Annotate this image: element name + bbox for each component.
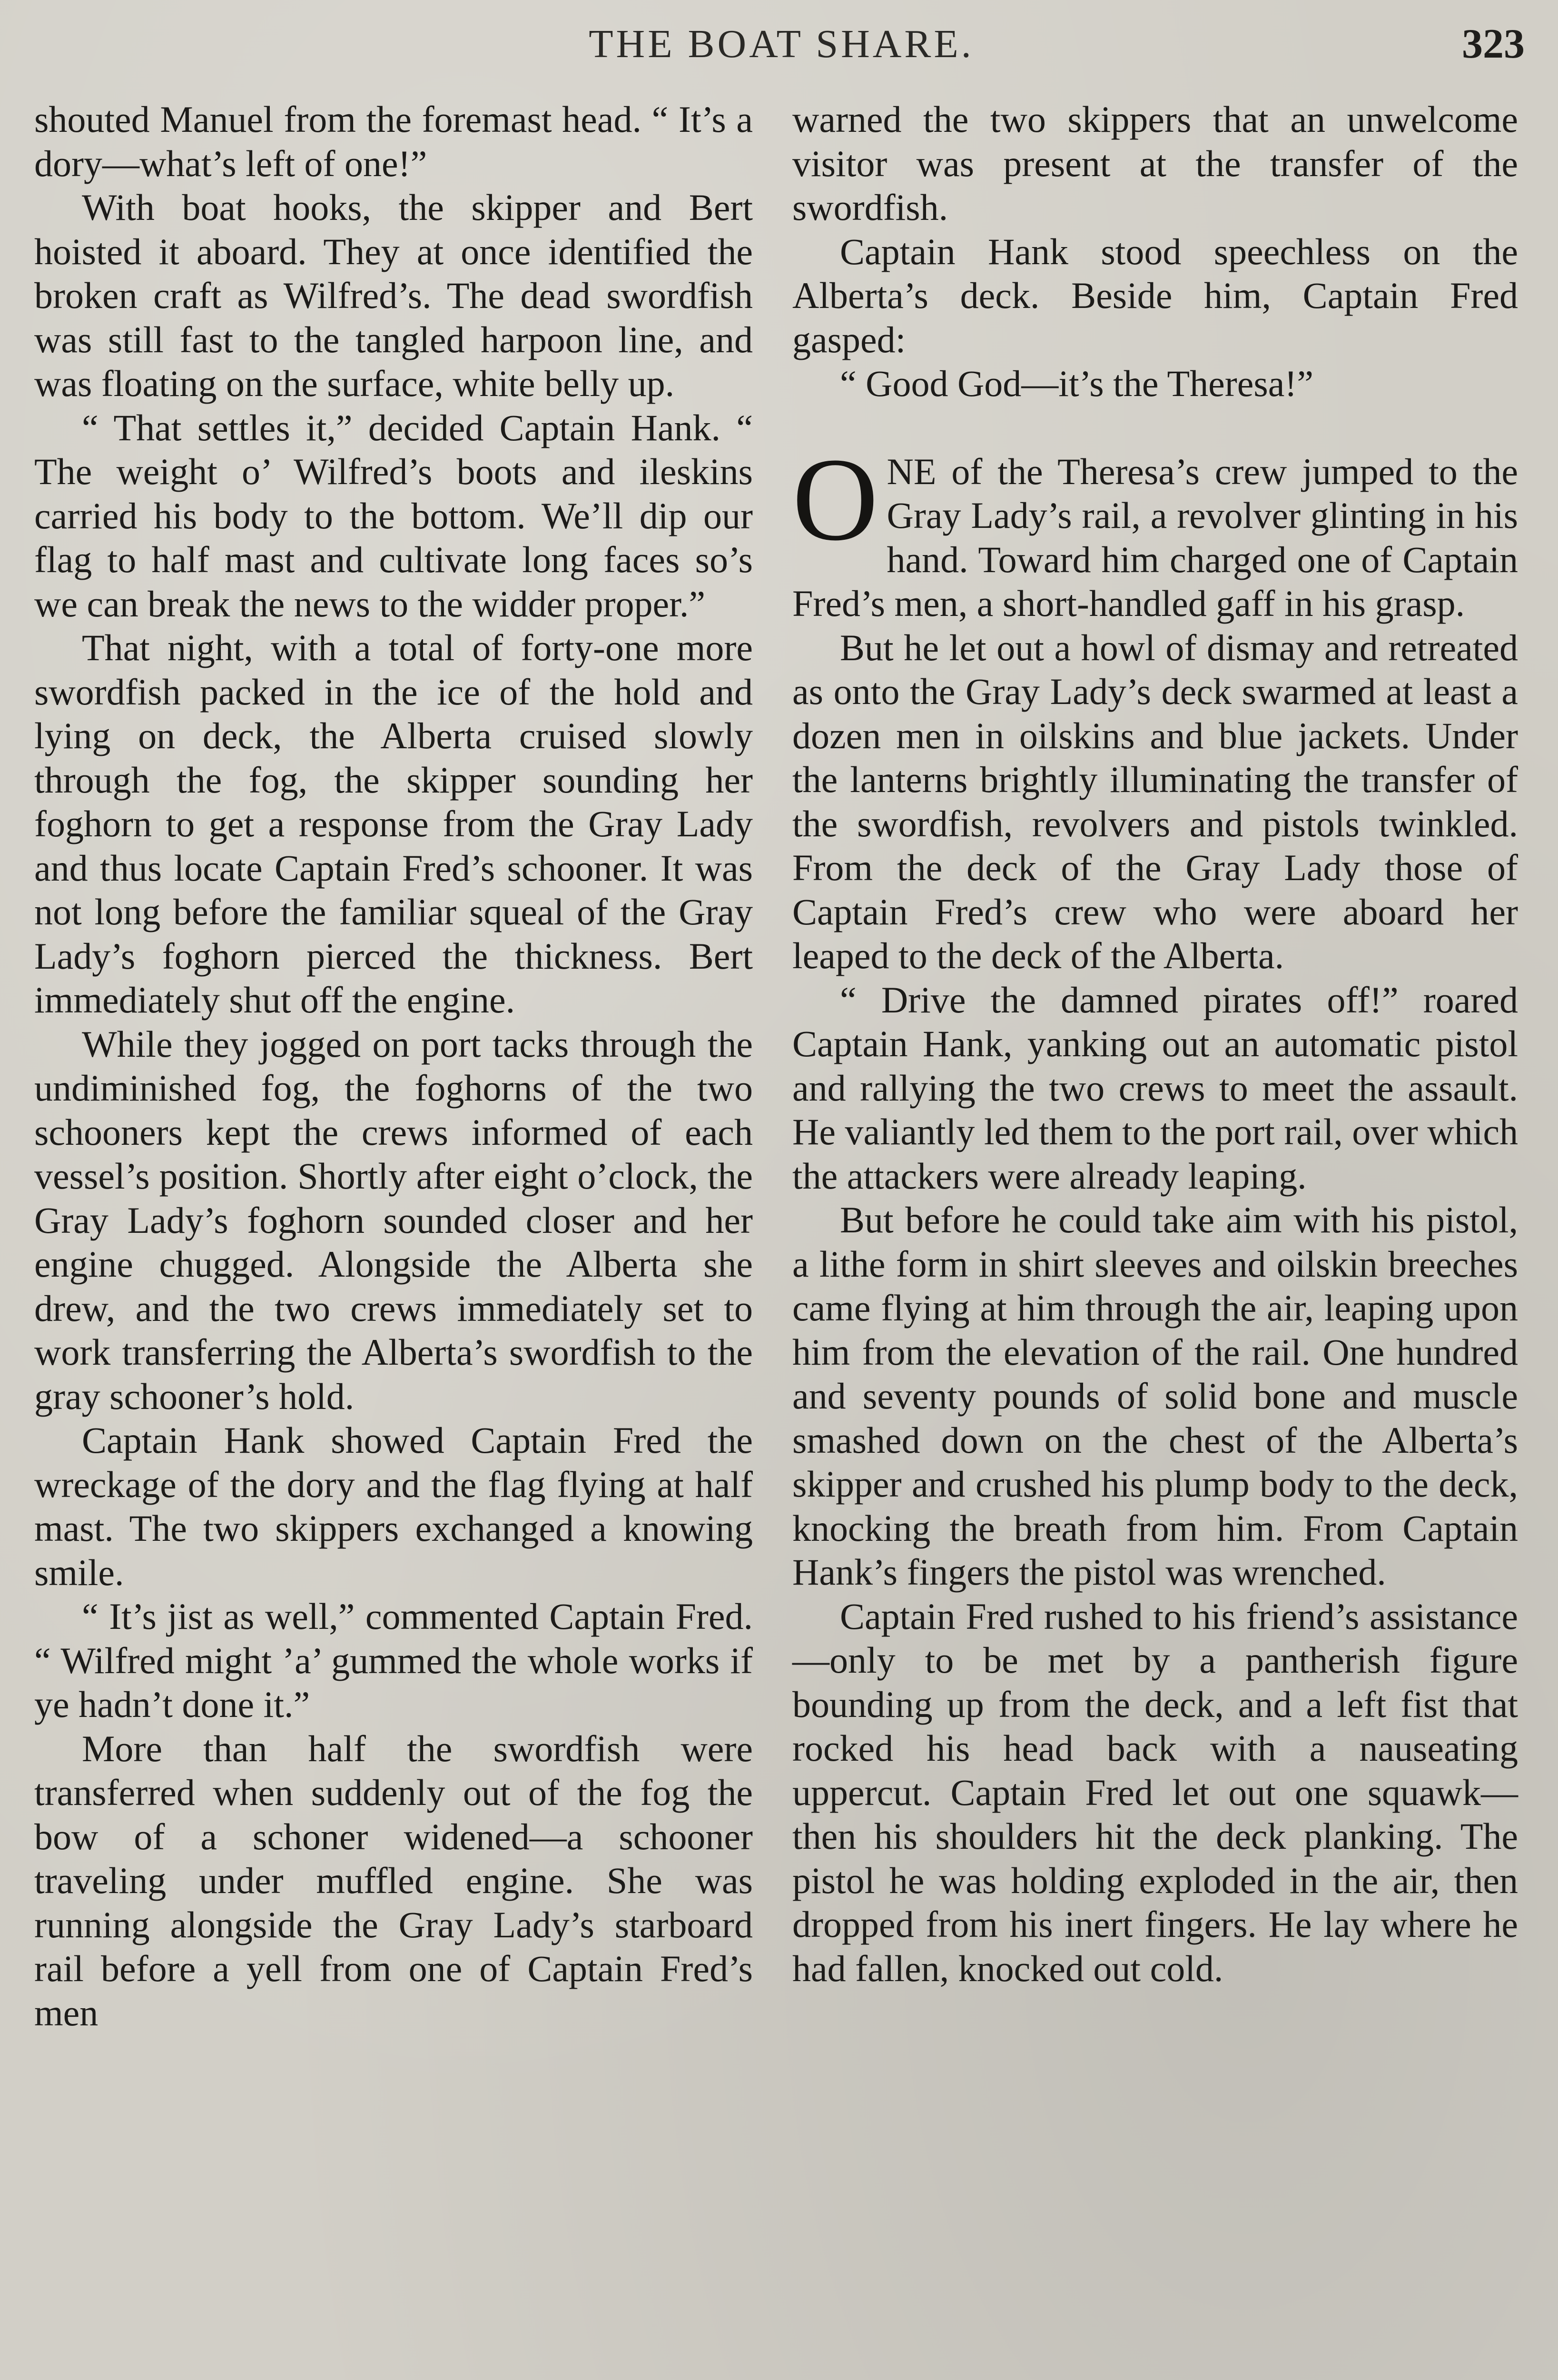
right-column <box>792 98 1518 1991</box>
paragraph: With boat hooks, the skipper and Bert hoisted it aboard. They at once identified the broken craft as Wilfred’s. The dead swordfish was still fast to the tangled harpoon line, and was floating on the surface, white belly up. <box>34 187 753 404</box>
paragraph: But before he could take aim with his pistol, a lithe form in shirt sleeves and oilskin breeches came flying at him through the air, leaping upon him from the elevation of the rail. One hundred and seventy pounds of solid bone and muscle smashed down on the chest of the Alberta’s skipper and crushed his plump body to the deck, knocking the breath from him. From Captain Hank’s fingers the pistol was wrenched. <box>792 1199 1518 1593</box>
page-number: 323 <box>1462 21 1525 67</box>
paragraph: More than half the swordfish were transferred when suddenly out of the fog the bow of a schoner widened—a schooner traveling under muffled engine. She was running alongside the Gray Lady’s starboard rail before a yell from one of Captain Fred’s men <box>34 1727 753 2033</box>
paragraph: But he let out a howl of dismay and retreated as onto the Gray Lady’s deck swarmed at least a dozen men in oilskins and blue jackets. Under the lanterns brightly illuminating the transfer of the swordfish, revolvers and pistols twinkled. From the deck of the Gray Lady those of Captain Fred’s crew who were aboard her leaped to the deck of the Alberta. <box>792 626 1518 976</box>
section-opening-paragraph <box>792 433 1518 626</box>
paragraph: “ Good God—it’s the Theresa!” <box>840 363 1313 404</box>
paragraph: “ It’s jist as well,” commented Captain Fred. “ Wilfred might ’a’ gummed the whole works if ye hadn’t done it.” <box>34 1596 753 1725</box>
left-column <box>34 98 753 2035</box>
paragraph: “ That settles it,” decided Captain Hank. “ The weight o’ Wilfred’s boots and ileskins carried his body to the bottom. We’ll dip our flag to half mast and cultivate long faces so’s we can break the news to the widder proper.” <box>34 407 753 625</box>
paragraph: Captain Hank showed Captain Fred the wreckage of the dory and the flag flying at half mast. The two skippers exchanged a knowing smile. <box>34 1419 753 1593</box>
paragraph-text: NE of the Theresa’s crew jumped to the Gray Lady’s rail, a revolver glinting in his hand. Toward him charged one of Captain Fred’s men, a short-handled gaff in his grasp. <box>792 450 1518 624</box>
paragraph: “ Drive the damned pirates off!” roared Captain Hank, yanking out an automatic pistol and rallying the two crews to meet the assault. He valiantly led them to the port rail, over which the attackers were already leaping. <box>792 979 1518 1197</box>
paragraph: Captain Hank stood speechless on the Alberta’s deck. Beside him, Captain Fred gasped: <box>792 230 1518 360</box>
paragraph: warned the two skippers that an unwelcome visitor was present at the transfer of the swordfish. <box>792 99 1518 228</box>
paragraph: While they jogged on port tacks through the undiminished fog, the foghorns of the two schooners kept the crews informed of each vessel’s position. Shortly after eight o’clock, the Gray Lady’s foghorn sounded closer and her engine chugged. Alongside the Alberta she drew, and the two crews immediately set to work transferring the Alberta’s swordfish to the gray schooner’s hold. <box>34 1023 753 1417</box>
running-title: THE BOAT SHARE. <box>589 22 974 66</box>
paragraph: Captain Fred rushed to his friend’s assistance—only to be met by a pantherish figure bounding up from the deck, and a left fist that rocked his head back with a nauseating uppercut. Captain Fred let out one squawk—then his shoulders hit the deck planking. The pistol he was holding exploded in the air, then dropped from his inert fingers. He lay where he had fallen, knocked out cold. <box>792 1595 1518 1989</box>
paragraph: shouted Manuel from the foremast head. “ It’s a dory—what’s left of one!” <box>34 99 753 184</box>
page-header <box>38 13 1525 75</box>
drop-cap: O <box>792 433 878 565</box>
paragraph: That night, with a total of forty-one more swordfish packed in the ice of the hold and lying on deck, the Alberta cruised slowly through the fog, the skipper sounding her foghorn to get a response from the Gray Lady and thus locate Captain Fred’s schooner. It was not long before the familiar squeal of the Gray Lady’s foghorn pierced the thickness. Bert immediately shut off the engine. <box>34 627 753 1021</box>
